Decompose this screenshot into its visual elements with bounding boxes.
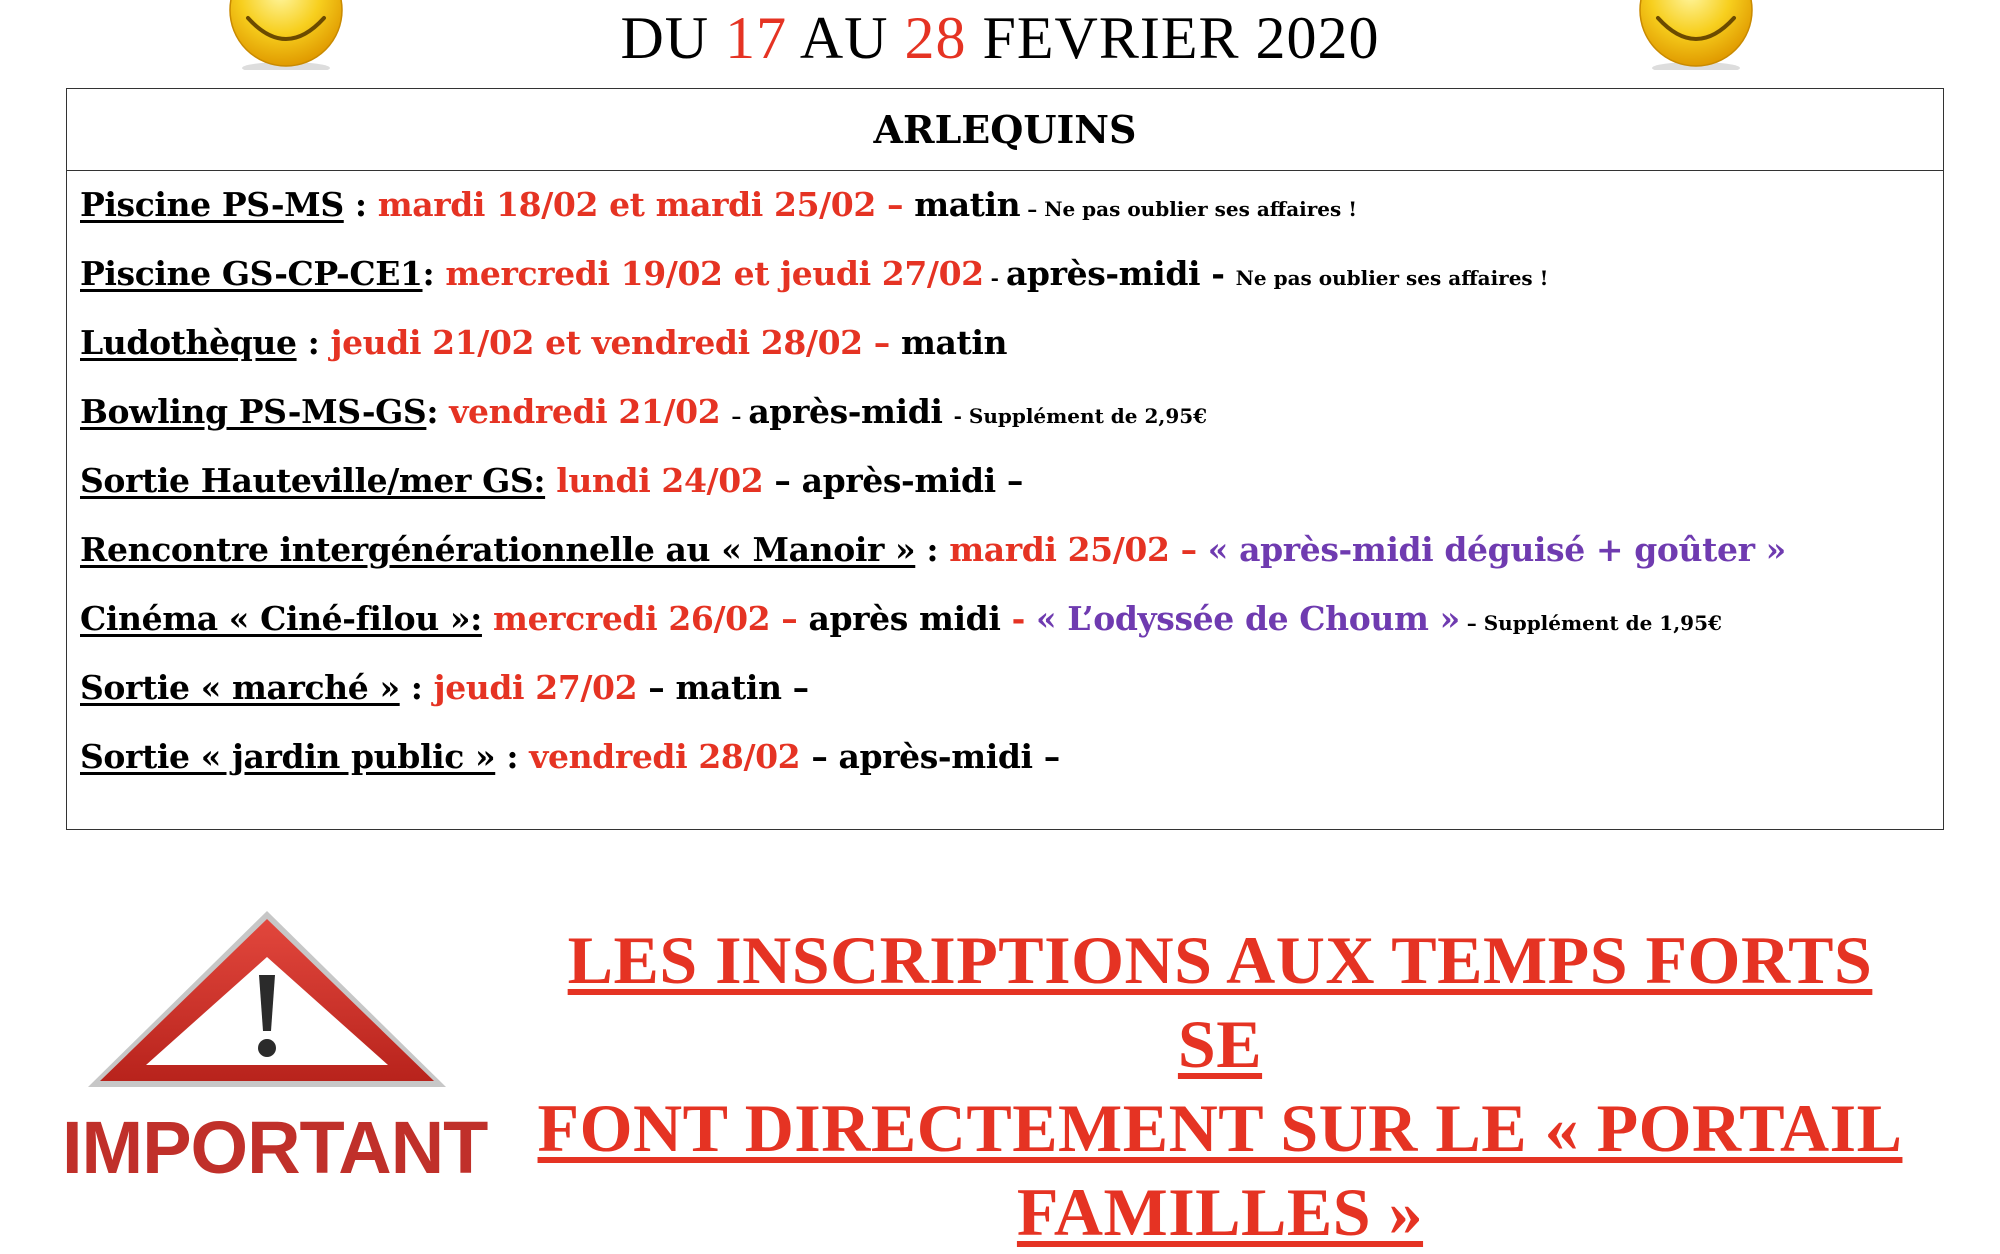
activity-row-piscine-ps-ms bbox=[80, 174, 1943, 243]
activity-label: Rencontre intergénérationnelle au « Manoir » bbox=[80, 530, 916, 569]
activity-dates: jeudi 27/02 bbox=[433, 668, 649, 707]
activity-separator: : bbox=[399, 668, 434, 707]
activity-label: Cinéma « Ciné-filou »: bbox=[80, 599, 482, 638]
activity-label: Sortie Hauteville/mer GS: bbox=[80, 461, 546, 500]
notice-line: FAMILLES » bbox=[1016, 1174, 1424, 1250]
activity-note: - Supplément de 2,95€ bbox=[953, 404, 1208, 428]
activity-label: Piscine PS-MS bbox=[80, 185, 344, 224]
activity-dash: - bbox=[1011, 599, 1036, 638]
group-heading: ARLEQUINS bbox=[67, 89, 1943, 171]
activities-table bbox=[66, 88, 1944, 830]
activity-separator bbox=[545, 461, 556, 500]
activity-dates: jeudi 21/02 et vendredi 28/02 – bbox=[330, 323, 901, 362]
activity-event: « après-midi déguisé + goûter » bbox=[1207, 530, 1786, 569]
title-end-day: 28 bbox=[904, 5, 967, 71]
notice-line: FONT DIRECTEMENT SUR LE « PORTAIL bbox=[537, 1090, 1903, 1166]
activity-label: Bowling PS-MS-GS bbox=[80, 392, 427, 431]
activities-list bbox=[67, 171, 1943, 795]
activity-row-marche bbox=[80, 657, 1943, 726]
activity-time: – après-midi – bbox=[811, 737, 1060, 776]
activity-time: matin bbox=[900, 323, 1008, 362]
activity-row-ludotheque bbox=[80, 312, 1943, 381]
activity-dates: vendredi 28/02 bbox=[529, 737, 812, 776]
activity-dates: mardi 25/02 – bbox=[949, 530, 1208, 569]
registration-notice bbox=[520, 918, 1920, 1254]
activity-time: – après-midi – bbox=[774, 461, 1023, 500]
activity-label: Piscine GS-CP-CE1 bbox=[80, 254, 423, 293]
title-prefix: DU bbox=[620, 5, 726, 71]
activity-row-bowling bbox=[80, 381, 1943, 450]
activity-row-manoir bbox=[80, 519, 1943, 588]
activity-row-hauteville bbox=[80, 450, 1943, 519]
title-suffix: FEVRIER 2020 bbox=[966, 5, 1380, 71]
important-label: IMPORTANT bbox=[62, 1106, 488, 1189]
activity-time: – matin – bbox=[648, 668, 809, 707]
activity-dash: – bbox=[731, 404, 749, 428]
title-start-day: 17 bbox=[725, 5, 788, 71]
activity-note: – Ne pas oublier ses affaires ! bbox=[1020, 197, 1358, 221]
activity-dates: lundi 24/02 bbox=[556, 461, 775, 500]
page-title bbox=[0, 2, 2000, 74]
activity-label: Sortie « marché » bbox=[80, 668, 400, 707]
activity-separator: : bbox=[426, 392, 450, 431]
activity-time: après-midi bbox=[748, 392, 954, 431]
activity-dates: mercredi 19/02 et jeudi 27/02 bbox=[445, 254, 984, 293]
activity-label: Sortie « jardin public » bbox=[80, 737, 496, 776]
title-mid: AU bbox=[787, 5, 905, 71]
activity-separator: : bbox=[915, 530, 950, 569]
activity-event: « L’odyssée de Choum » bbox=[1035, 599, 1460, 638]
activity-row-jardin-public bbox=[80, 726, 1943, 795]
activity-label: Ludothèque bbox=[80, 323, 297, 362]
activity-separator: : bbox=[495, 737, 530, 776]
activity-separator: : bbox=[422, 254, 446, 293]
activity-separator: : bbox=[296, 323, 331, 362]
activity-separator bbox=[482, 599, 493, 638]
activity-row-piscine-gs-cp-ce1 bbox=[80, 243, 1943, 312]
activity-time: après midi bbox=[808, 599, 1012, 638]
activity-dates: mardi 18/02 et mardi 25/02 – bbox=[377, 185, 915, 224]
activity-row-cinema bbox=[80, 588, 1943, 657]
activity-note: Ne pas oublier ses affaires ! bbox=[1235, 266, 1549, 290]
activity-separator: : bbox=[343, 185, 378, 224]
activity-dates: vendredi 21/02 bbox=[449, 392, 732, 431]
activity-dates: mercredi 26/02 – bbox=[493, 599, 809, 638]
activity-time: après-midi - bbox=[1005, 254, 1236, 293]
activity-note: – Supplément de 1,95€ bbox=[1459, 611, 1722, 635]
activity-dash: - bbox=[983, 266, 1006, 290]
notice-line: LES INSCRIPTIONS AUX TEMPS FORTS SE bbox=[567, 922, 1873, 1082]
activity-time: matin bbox=[914, 185, 1021, 224]
